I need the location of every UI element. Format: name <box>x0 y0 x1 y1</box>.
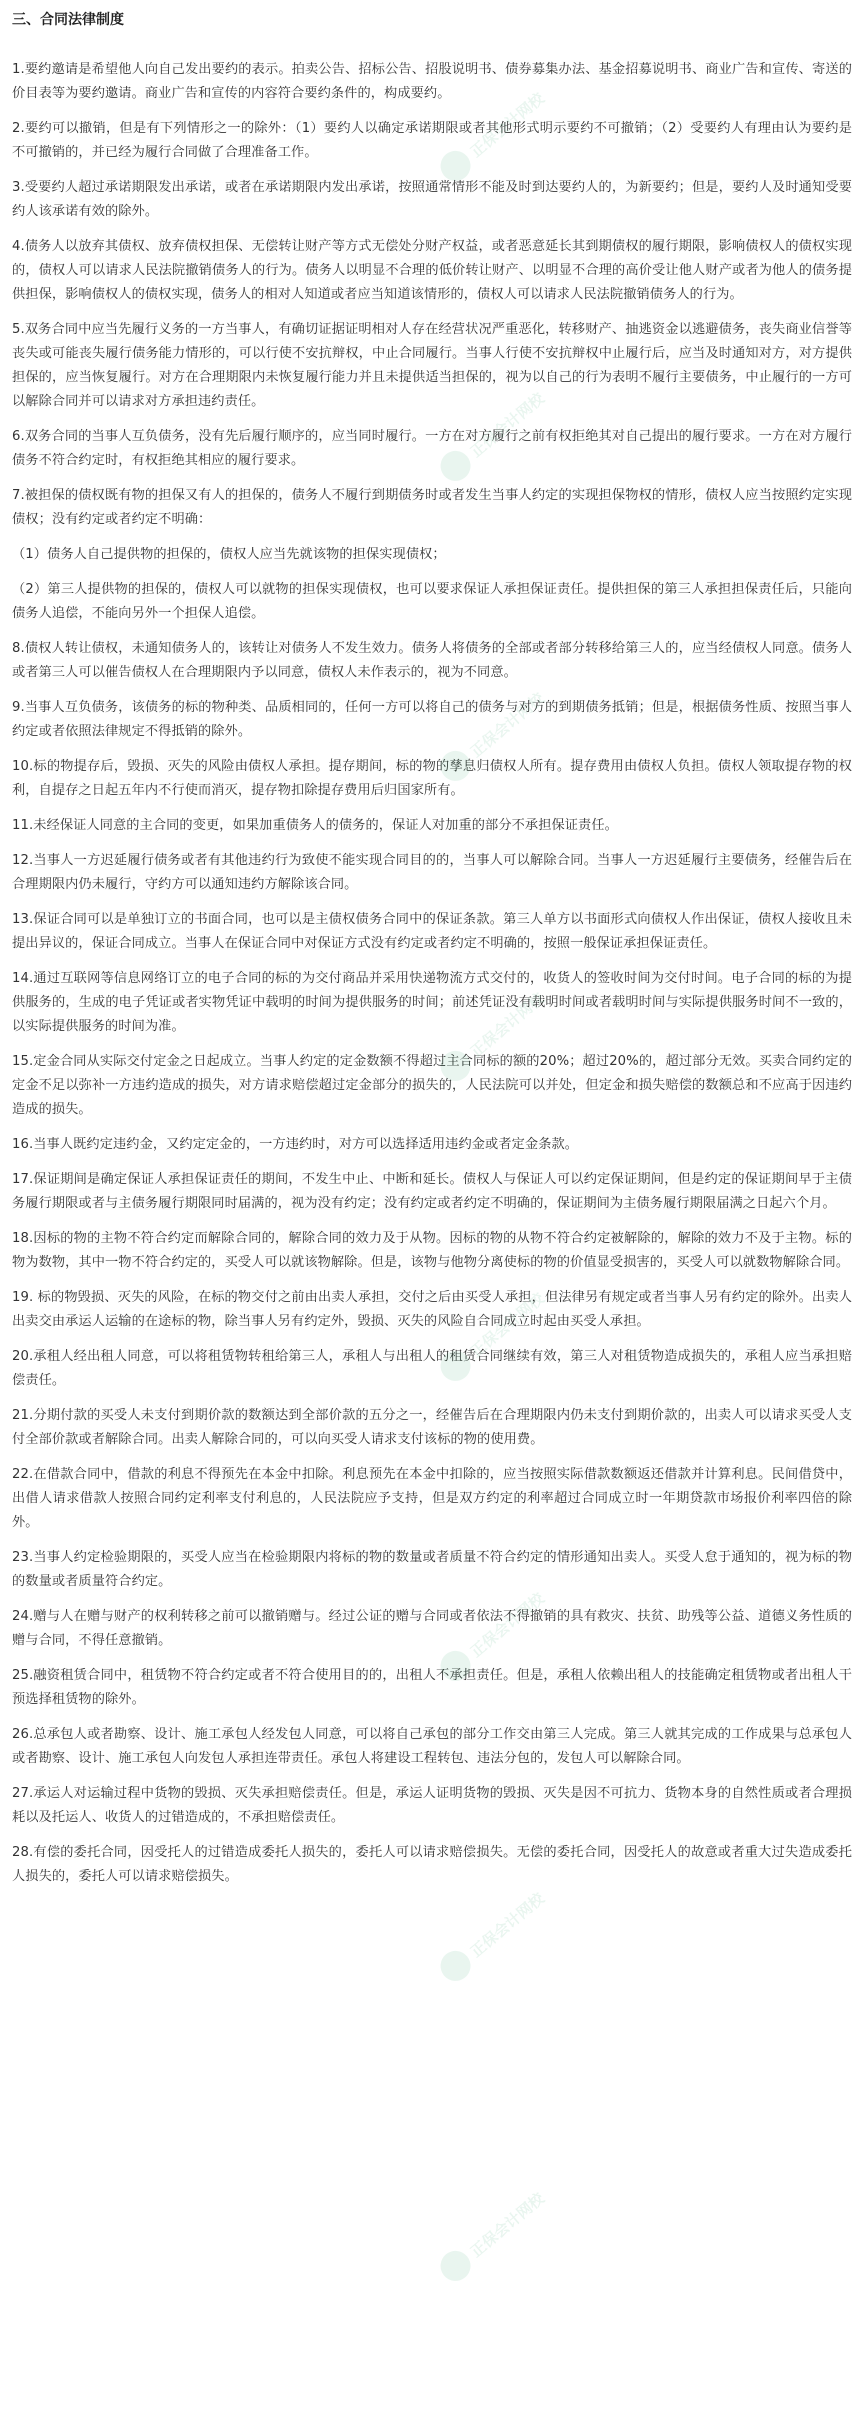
clause-paragraph: 3.受要约人超过承诺期限发出承诺，或者在承诺期限内发出承诺，按照通常情形不能及时到达要约人的，为新要约；但是，要约人及时通知受要约人该承诺有效的除外。 <box>12 180 852 219</box>
clause-paragraph: 9.当事人互负债务，该债务的标的物种类、品质相同的，任何一方可以将自己的债务与对方的到期债务抵销；但是，根据债务性质、按照当事人约定或者依照法律规定不得抵销的除外。 <box>12 700 852 739</box>
watermark-logo <box>433 2185 547 2288</box>
clause-paragraph: （2）第三人提供物的担保的，债权人可以就物的担保实现债权，也可以要求保证人承担保证责任。提供担保的第三人承担担保责任后，只能向债务人追偿，不能向另外一个担保人追偿。 <box>12 582 852 621</box>
watermark-logo-icon <box>434 1945 476 1987</box>
clause-paragraph: 16.当事人既约定违约金，又约定定金的，一方违约时，对方可以选择适用违约金或者定金条款。 <box>12 1137 579 1152</box>
clause-paragraph: 25.融资租赁合同中，租赁物不符合约定或者不符合使用目的的，出租人不承担责任。但是，承租人依赖出租人的技能确定租赁物或者出租人干预选择租赁物的除外。 <box>12 1668 852 1707</box>
clause-paragraph: 28.有偿的委托合同，因受托人的过错造成委托人损失的，委托人可以请求赔偿损失。无偿的委托合同，因受托人的故意或者重大过失造成委托人损失的，委托人可以请求赔偿损失。 <box>12 1845 852 1884</box>
clause-paragraph: 21.分期付款的买受人未支付到期价款的数额达到全部价款的五分之一，经催告后在合理期限内仍未支付到期价款的，出卖人可以请求买受人支付全部价款或者解除合同。出卖人解除合同的，可以向买受人请求支付该标的物的使用费。 <box>12 1408 852 1447</box>
clause-paragraph: 20.承租人经出租人同意，可以将租赁物转租给第三人，承租人与出租人的租赁合同继续有效，第三人对租赁物造成损失的，承租人应当承担赔偿责任。 <box>12 1349 852 1388</box>
clause-paragraph: 13.保证合同可以是单独订立的书面合同，也可以是主债权债务合同中的保证条款。第三人单方以书面形式向债权人作出保证，债权人接收且未提出异议的，保证合同成立。当事人在保证合同中对保证方式没有约定或者约定不明确的，按照一般保证承担保证责任。 <box>12 912 852 951</box>
clause-paragraph: 17.保证期间是确定保证人承担保证责任的期间，不发生中止、中断和延长。债权人与保证人可以约定保证期间，但是约定的保证期间早于主债务履行期限或者与主债务履行期限同时届满的，视为没有约定；没有约定或者约定不明确的，保证期间为主债务履行期限届满之日起六个月。 <box>12 1172 852 1211</box>
clause-paragraph: 2.要约可以撤销，但是有下列情形之一的除外：（1）要约人以确定承诺期限或者其他形式明示要约不可撤销；（2）受要约人有理由认为要约是不可撤销的，并已经为履行合同做了合理准备工作。 <box>12 121 852 160</box>
clause-paragraph: 10.标的物提存后，毁损、灭失的风险由债权人承担。提存期间，标的物的孳息归债权人所有。提存费用由债权人负担。债权人领取提存物的权利，自提存之日起五年内不行使而消灭，提存物扣除提存费用后归国家所有。 <box>12 759 852 798</box>
clause-paragraph: 11.未经保证人同意的主合同的变更，如果加重债务人的债务的，保证人对加重的部分不承担保证责任。 <box>12 818 618 833</box>
clause-paragraph: 19. 标的物毁损、灭失的风险，在标的物交付之前由出卖人承担，交付之后由买受人承担，但法律另有规定或者当事人另有约定的除外。出卖人出卖交由承运人运输的在途标的物，除当事人另有约定外，毁损、灭失的风险自合同成立时起由买受人承担。 <box>12 1290 852 1329</box>
clause-paragraph: 22.在借款合同中，借款的利息不得预先在本金中扣除。利息预先在本金中扣除的，应当按照实际借款数额返还借款并计算利息。民间借贷中，出借人请求借款人按照合同约定利率支付利息的，人民法院应予支持，但是双方约定的利率超过合同成立时一年期贷款市场报价利率四倍的除外。 <box>12 1467 852 1530</box>
watermark-text: 正保会计网校 <box>467 389 548 461</box>
clause-paragraph: 4.债务人以放弃其债权、放弃债权担保、无偿转让财产等方式无偿处分财产权益，或者恶意延长其到期债权的履行期限，影响债权人的债权实现的，债权人可以请求人民法院撤销债务人的行为。债务人以明显不合理的低价转让财产、以明显不合理的高价受让他人财产或者为他人的债务提供担保，影响债权人的债权实现，债务人的相对人知道或者应当知道该情形的，债权人可以请求人民法院撤销债务人的行为。 <box>12 239 852 302</box>
document-body <box>12 58 852 1900</box>
clause-paragraph: 6.双务合同的当事人互负债务，没有先后履行顺序的，应当同时履行。一方在对方履行之前有权拒绝其对自己提出的履行要求。一方在对方履行债务不符合约定时，有权拒绝其相应的履行要求。 <box>12 429 852 468</box>
watermark-text: 正保会计网校 <box>467 1589 548 1661</box>
section-title: 三、合同法律制度 <box>12 12 124 28</box>
watermark-text: 正保会计网校 <box>467 1289 548 1361</box>
watermark-text: 正保会计网校 <box>467 89 548 161</box>
clause-paragraph: 1.要约邀请是希望他人向自己发出要约的表示。拍卖公告、招标公告、招股说明书、债券募集办法、基金招募说明书、商业广告和宣传、寄送的价目表等为要约邀请。商业广告和宣传的内容符合要约条件的，构成要约。 <box>12 62 852 101</box>
clause-paragraph: 5.双务合同中应当先履行义务的一方当事人，有确切证据证明相对人存在经营状况严重恶化，转移财产、抽逃资金以逃避债务，丧失商业信誉等丧失或可能丧失履行债务能力情形的，可以行使不安抗辩权，中止合同履行。当事人行使不安抗辩权中止履行后，应当及时通知对方，对方提供担保的，应当恢复履行。对方在合理期限内未恢复履行能力并且未提供适当担保的，视为以自己的行为表明不履行主要债务，中止履行的一方可以解除合同并可以请求对方承担违约责任。 <box>12 322 852 409</box>
clause-paragraph: 7.被担保的债权既有物的担保又有人的担保的，债务人不履行到期债务时或者发生当事人约定的实现担保物权的情形，债权人应当按照约定实现债权；没有约定或者约定不明确： <box>12 488 852 527</box>
clause-paragraph: 18.因标的物的主物不符合约定而解除合同的，解除合同的效力及于从物。因标的物的从物不符合约定被解除的，解除的效力不及于主物。标的物为数物，其中一物不符合约定的，买受人可以就该物解除。但是，该物与他物分离使标的物的价值显受损害的，买受人可以就数物解除合同。 <box>12 1231 852 1270</box>
clause-paragraph: 23.当事人约定检验期限的，买受人应当在检验期限内将标的物的数量或者质量不符合约定的情形通知出卖人。买受人怠于通知的，视为标的物的数量或者质量符合约定。 <box>12 1550 852 1589</box>
watermark-text: 正保会计网校 <box>467 689 548 761</box>
watermark-logo-icon <box>434 2245 476 2287</box>
watermark-text: 正保会计网校 <box>467 1889 548 1961</box>
clause-paragraph: 8.债权人转让债权，未通知债务人的，该转让对债务人不发生效力。债务人将债务的全部或者部分转移给第三人的，应当经债权人同意。债务人或者第三人可以催告债权人在合理期限内予以同意，债权人未作表示的，视为不同意。 <box>12 641 852 680</box>
watermark-logo <box>433 1885 547 1988</box>
clause-paragraph: 12.当事人一方迟延履行债务或者有其他违约行为致使不能实现合同目的的，当事人可以解除合同。当事人一方迟延履行主要债务，经催告后在合理期限内仍未履行，守约方可以通知违约方解除该合同。 <box>12 853 852 892</box>
clause-paragraph: （1）债务人自己提供物的担保的，债权人应当先就该物的担保实现债权； <box>12 547 446 562</box>
watermark-text: 正保会计网校 <box>467 2189 548 2261</box>
clause-paragraph: 15.定金合同从实际交付定金之日起成立。当事人约定的定金数额不得超过主合同标的额的20%；超过20%的，超过部分无效。买卖合同约定的定金不足以弥补一方违约造成的损失，对方请求赔偿超过定金部分的损失的，人民法院可以并处，但定金和损失赔偿的数额总和不应高于因违约造成的损失。 <box>12 1054 852 1117</box>
clause-paragraph: 14.通过互联网等信息网络订立的电子合同的标的为交付商品并采用快递物流方式交付的，收货人的签收时间为交付时间。电子合同的标的为提供服务的，生成的电子凭证或者实物凭证中载明的时间为提供服务的时间；前述凭证没有载明时间或者载明时间与实际提供服务时间不一致的，以实际提供服务的时间为准。 <box>12 971 852 1034</box>
watermark-text: 正保会计网校 <box>467 989 548 1061</box>
clause-paragraph: 26.总承包人或者勘察、设计、施工承包人经发包人同意，可以将自己承包的部分工作交由第三人完成。第三人就其完成的工作成果与总承包人或者勘察、设计、施工承包人向发包人承担连带责任。承包人将建设工程转包、违法分包的，发包人可以解除合同。 <box>12 1727 852 1766</box>
clause-paragraph: 24.赠与人在赠与财产的权利转移之前可以撤销赠与。经过公证的赠与合同或者依法不得撤销的具有救灾、扶贫、助残等公益、道德义务性质的赠与合同，不得任意撤销。 <box>12 1609 852 1648</box>
clause-paragraph: 27.承运人对运输过程中货物的毁损、灭失承担赔偿责任。但是，承运人证明货物的毁损、灭失是因不可抗力、货物本身的自然性质或者合理损耗以及托运人、收货人的过错造成的，不承担赔偿责任。 <box>12 1786 852 1825</box>
